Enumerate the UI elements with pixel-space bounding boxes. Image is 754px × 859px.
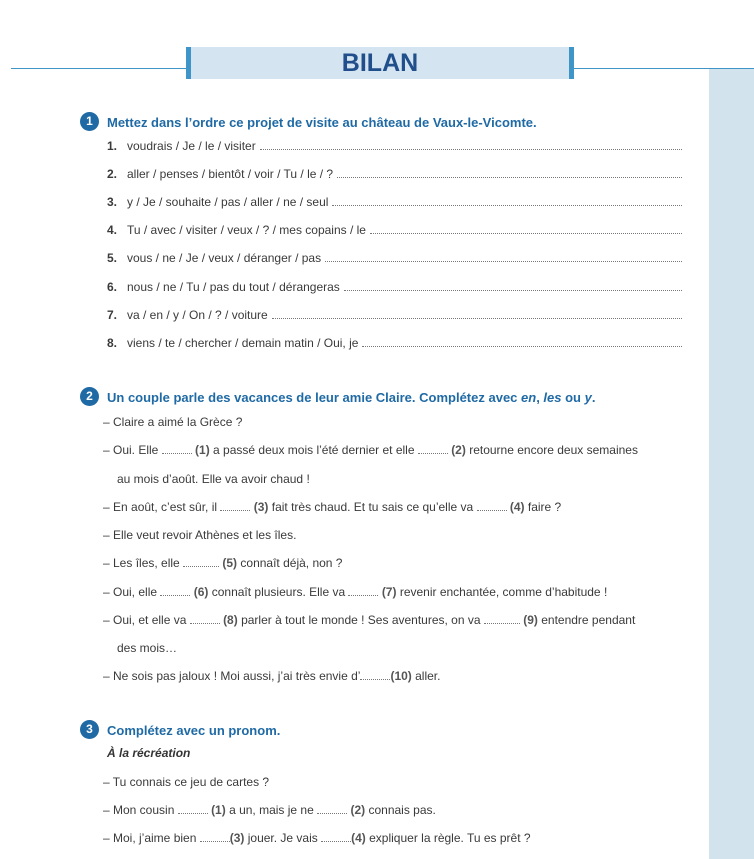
item-number: 4. bbox=[107, 223, 118, 237]
exercise-2-instruction: Un couple parle des vacances de leur amie Claire. Complétez avec en, les ou y. bbox=[107, 390, 596, 405]
item-number: 5. bbox=[107, 251, 118, 265]
order-item-3 bbox=[107, 195, 682, 209]
item-words: vous / ne / Je / veux / déranger / pas bbox=[127, 251, 322, 265]
order-item-2 bbox=[107, 167, 682, 181]
blank-3[interactable] bbox=[200, 831, 230, 842]
blank-9[interactable] bbox=[484, 613, 520, 624]
blank-4[interactable] bbox=[477, 500, 507, 511]
exercise-number-badge: 2 bbox=[80, 387, 99, 406]
dialogue-line-2-cont: au mois d’août. Elle va avoir chaud ! bbox=[117, 472, 310, 486]
dialogue-line-4: – Elle veut revoir Athènes et les îles. bbox=[103, 528, 297, 542]
answer-line[interactable] bbox=[362, 336, 682, 347]
dialogue-line-3: – Moi, j’aime bien (3) jouer. Je vais (4) expliquer la règle. Tu es prêt ? bbox=[103, 831, 531, 845]
exercise-1-instruction: Mettez dans l’ordre ce projet de visite au château de Vaux-le-Vicomte. bbox=[107, 115, 537, 130]
blank-3[interactable] bbox=[220, 500, 250, 511]
item-words: voudrais / Je / le / visiter bbox=[127, 139, 256, 153]
dialogue-line-7-cont: des mois… bbox=[117, 641, 178, 655]
answer-line[interactable] bbox=[332, 195, 682, 206]
dialogue-line-1: – Tu connais ce jeu de cartes ? bbox=[103, 775, 270, 789]
side-band bbox=[709, 68, 754, 859]
exercise-number-badge: 3 bbox=[80, 720, 99, 739]
header-rule-left bbox=[11, 68, 186, 69]
answer-line[interactable] bbox=[272, 308, 682, 319]
item-number: 6. bbox=[107, 280, 118, 294]
item-number: 8. bbox=[107, 336, 118, 350]
item-number: 3. bbox=[107, 195, 118, 209]
order-item-4 bbox=[107, 223, 682, 237]
dialogue-line-3: – En août, c’est sûr, il (3) fait très chaud. Et tu sais ce qu’elle va (4) faire ? bbox=[103, 500, 562, 514]
blank-2[interactable] bbox=[317, 803, 347, 814]
blank-6[interactable] bbox=[160, 585, 190, 596]
dialogue-line-1: – Claire a aimé la Grèce ? bbox=[103, 415, 243, 429]
item-number: 2. bbox=[107, 167, 118, 181]
order-item-7 bbox=[107, 308, 682, 322]
blank-2[interactable] bbox=[418, 443, 448, 454]
item-words: y / Je / souhaite / pas / aller / ne / seul bbox=[127, 195, 329, 209]
blank-4[interactable] bbox=[321, 831, 351, 842]
dialogue-line-2: – Mon cousin (1) a un, mais je ne (2) connais pas. bbox=[103, 803, 436, 817]
item-words: viens / te / chercher / demain matin / Oui, je bbox=[127, 336, 359, 350]
dialogue-line-7: – Oui, et elle va (8) parler à tout le monde ! Ses aventures, on va (9) entendre pendant bbox=[103, 613, 636, 627]
item-words: aller / penses / bientôt / voir / Tu / le / ? bbox=[127, 167, 334, 181]
order-item-5 bbox=[107, 251, 682, 265]
blank-1[interactable] bbox=[162, 443, 192, 454]
item-words: va / en / y / On / ? / voiture bbox=[127, 308, 268, 322]
order-item-6 bbox=[107, 280, 682, 294]
blank-10[interactable] bbox=[360, 669, 390, 680]
dialogue-line-8: – Ne sois pas jaloux ! Moi aussi, j’ai très envie d’ (10) aller. bbox=[103, 669, 441, 683]
blank-5[interactable] bbox=[183, 556, 219, 567]
dialogue-line-5: – Les îles, elle (5) connaît déjà, non ? bbox=[103, 556, 343, 570]
exercise-3-instruction: Complétez avec un pronom. bbox=[107, 723, 281, 738]
blank-1[interactable] bbox=[178, 803, 208, 814]
blank-7[interactable] bbox=[348, 585, 378, 596]
exercise-number-badge: 1 bbox=[80, 112, 99, 131]
header-rule-right bbox=[574, 68, 754, 69]
scene-subtitle: À la récréation bbox=[107, 746, 191, 760]
blank-8[interactable] bbox=[190, 613, 220, 624]
item-number: 7. bbox=[107, 308, 118, 322]
dialogue-line-2: – Oui. Elle (1) a passé deux mois l’été dernier et elle (2) retourne encore deux semaines bbox=[103, 443, 638, 457]
answer-line[interactable] bbox=[337, 167, 682, 178]
dialogue-line-6: – Oui, elle (6) connaît plusieurs. Elle va (7) revenir enchantée, comme d’habitude ! bbox=[103, 585, 608, 599]
order-item-8 bbox=[107, 336, 682, 350]
answer-line[interactable] bbox=[344, 280, 682, 291]
answer-line[interactable] bbox=[370, 223, 682, 234]
answer-line[interactable] bbox=[325, 251, 682, 262]
item-number: 1. bbox=[107, 139, 118, 153]
page-title: BILAN bbox=[186, 47, 574, 79]
item-words: Tu / avec / visiter / veux / ? / mes copains / le bbox=[127, 223, 366, 237]
answer-line[interactable] bbox=[260, 139, 682, 150]
order-item-1 bbox=[107, 139, 682, 153]
item-words: nous / ne / Tu / pas du tout / dérangeras bbox=[127, 280, 340, 294]
